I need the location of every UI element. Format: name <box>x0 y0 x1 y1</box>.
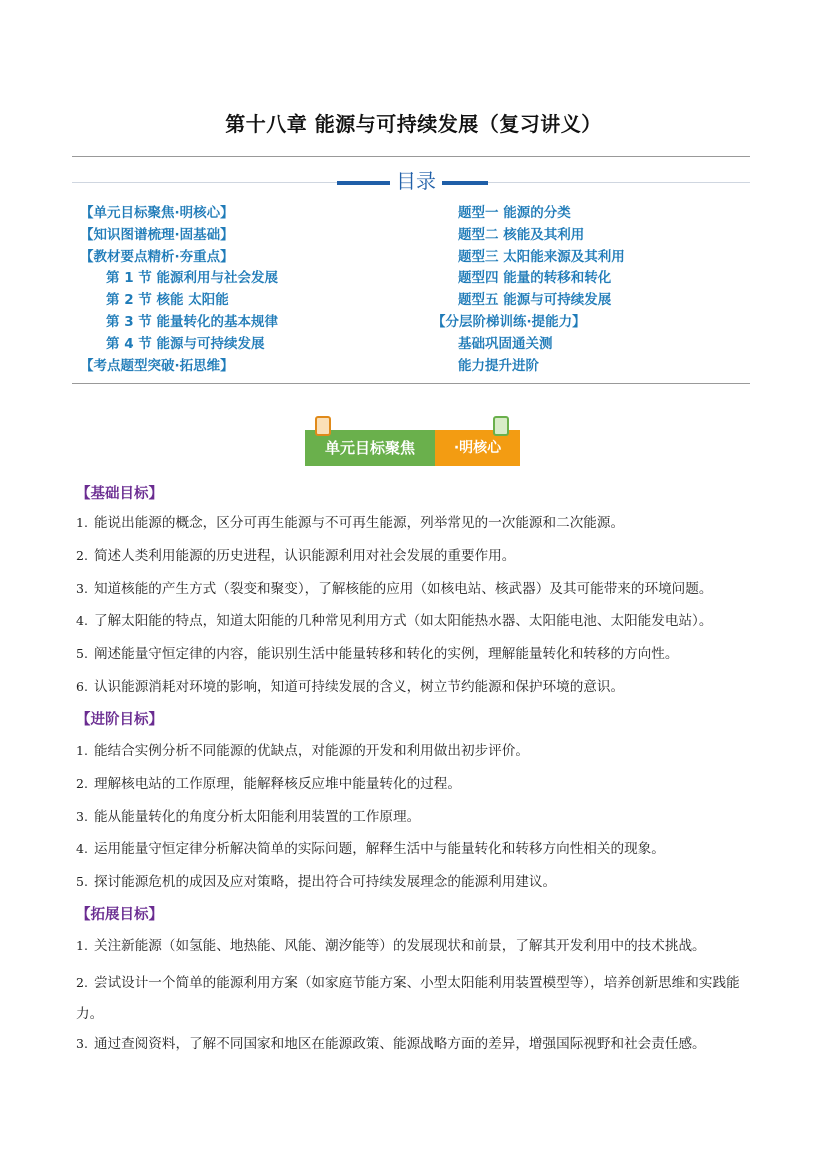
section-heading-advanced: 【进阶目标】 <box>76 712 163 728</box>
list-item: 2. 尝试设计一个简单的能源利用方案（如家庭节能方案、小型太阳能利用装置模型等），培养创新思维和实践能力。 <box>76 975 740 1022</box>
list-item: 1. 能说出能源的概念，区分可再生能源与不可再生能源，列举常见的一次能源和二次能源。 <box>76 515 625 531</box>
toc-item[interactable]: 【知识图谱梳理·固基础】 <box>80 226 234 243</box>
section-heading-basic: 【基础目标】 <box>76 486 163 502</box>
list-item: 6. 认识能源消耗对环境的影响，知道可持续发展的含义，树立节约能源和保护环境的意识。 <box>76 679 625 695</box>
toc-banner-bar-left <box>337 181 397 185</box>
toc-item[interactable]: 能力提升进阶 <box>458 357 539 374</box>
toc-item[interactable]: 第 3 节 能量转化的基本规律 <box>106 313 278 330</box>
toc-item[interactable]: 【考点题型突破·拓思维】 <box>80 357 234 374</box>
toc-item[interactable]: 【教材要点精析·夯重点】 <box>80 248 234 265</box>
list-item: 1. 关注新能源（如氢能、地热能、风能、潮汐能等）的发展现状和前景，了解其开发利用中的技术挑战。 <box>76 938 706 954</box>
paperclip-icon <box>315 416 331 436</box>
toc-right-column <box>432 203 625 377</box>
list-item: 5. 阐述能量守恒定律的内容，能识别生活中能量转移和转化的实例，理解能量转化和转移的方向性。 <box>76 646 679 662</box>
toc-banner <box>72 168 750 196</box>
list-item: 2. 简述人类利用能源的历史进程，认识能源利用对社会发展的重要作用。 <box>76 548 516 564</box>
toc-banner-label: 目录 <box>390 168 442 194</box>
section-heading-extension: 【拓展目标】 <box>76 907 163 923</box>
toc-item[interactable]: 题型五 能源与可持续发展 <box>458 292 612 309</box>
toc-item[interactable]: 第 4 节 能源与可持续发展 <box>106 335 265 352</box>
page-title: 第十八章 能源与可持续发展（复习讲义） <box>225 112 602 136</box>
toc-banner-bar-right <box>440 181 488 185</box>
toc-item[interactable]: 第 2 节 核能 太阳能 <box>106 292 229 309</box>
list-item: 2. 理解核电站的工作原理，能解释核反应堆中能量转化的过程。 <box>76 776 461 792</box>
toc-item[interactable]: 题型一 能源的分类 <box>458 205 571 221</box>
list-item: 1. 能结合实例分析不同能源的优缺点，对能源的开发和利用做出初步评价。 <box>76 743 529 759</box>
list-item: 4. 运用能量守恒定律分析解决简单的实际问题，解释生活中与能量转化和转移方向性相关的现象。 <box>76 841 665 857</box>
section-badge <box>305 416 520 466</box>
list-item: 4. 了解太阳能的特点，知道太阳能的几种常见利用方式（如太阳能热水器、太阳能电池、太阳能发电站）。 <box>76 613 713 629</box>
list-item: 5. 探讨能源危机的成因及应对策略，提出符合可持续发展理念的能源利用建议。 <box>76 874 557 890</box>
list-item: 3. 知道核能的产生方式（裂变和聚变），了解核能的应用（如核电站、核武器）及其可能带来的环境问题。 <box>76 581 713 597</box>
toc-item[interactable]: 题型三 太阳能来源及其利用 <box>458 248 625 265</box>
toc-left-column <box>80 203 278 377</box>
badge-left-label: 单元目标聚焦 <box>305 430 435 466</box>
toc-item[interactable]: 基础巩固通关测 <box>458 335 553 352</box>
toc-item[interactable]: 【单元目标聚焦·明核心】 <box>80 205 234 221</box>
toc-item[interactable]: 第 1 节 能源利用与社会发展 <box>106 270 278 287</box>
divider-top <box>72 156 750 157</box>
toc-item[interactable]: 题型二 核能及其利用 <box>458 226 585 243</box>
paperclip-icon <box>493 416 509 436</box>
badge-right-label: ·明核心 <box>435 430 520 466</box>
toc-item[interactable]: 题型四 能量的转移和转化 <box>458 270 612 287</box>
list-item: 3. 能从能量转化的角度分析太阳能利用装置的工作原理。 <box>76 809 421 825</box>
list-item: 3. 通过查阅资料，了解不同国家和地区在能源政策、能源战略方面的差异，增强国际视野和社会责任感。 <box>76 1036 706 1052</box>
divider-toc-bottom <box>72 383 750 384</box>
toc-item[interactable]: 【分层阶梯训练·提能力】 <box>432 313 586 330</box>
